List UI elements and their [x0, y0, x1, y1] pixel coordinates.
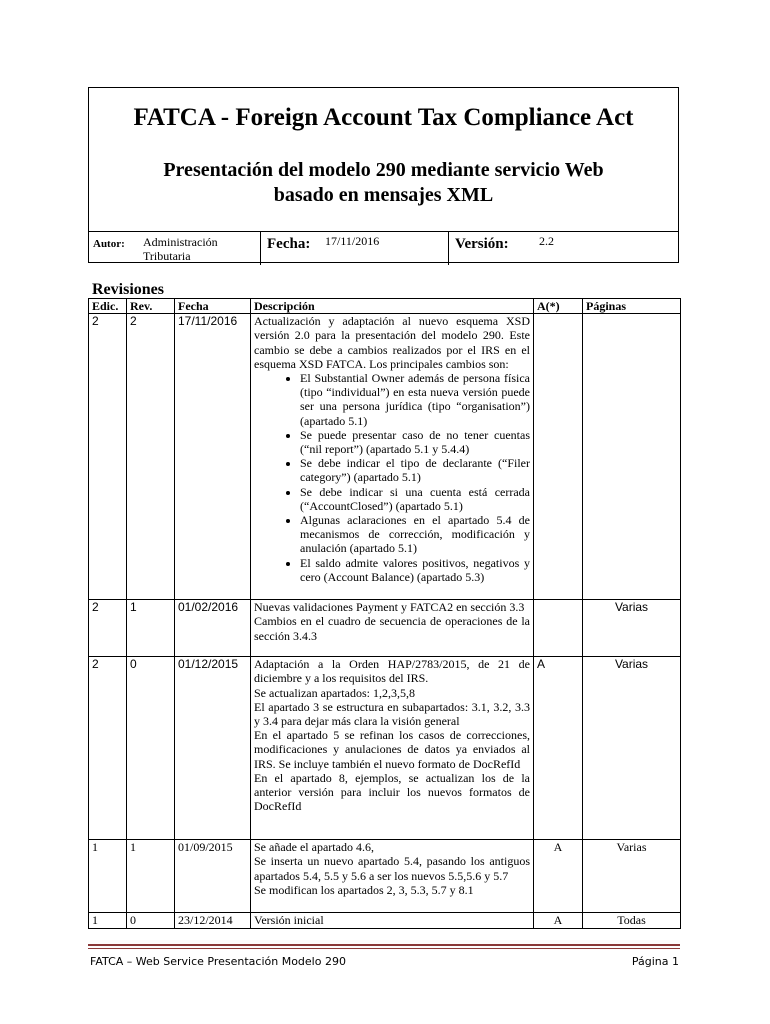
table-row [89, 314, 681, 600]
cell-rev: 0 [127, 913, 175, 929]
cell-descripcion [251, 913, 534, 929]
list-item: • El saldo admite valores positivos, negativos y cero (Account Balance) (apartado 5.3) [300, 556, 530, 584]
cell-descripcion [251, 600, 534, 657]
author-label: Autor: [93, 238, 125, 250]
date-label: Fecha: [267, 236, 311, 252]
column-header-a: A(*) [534, 299, 583, 314]
footer-divider-thin [88, 948, 680, 949]
footer-page-number: Página 1 [631, 955, 679, 968]
cell-fecha: 01/09/2015 [175, 840, 251, 913]
cell-fecha: 23/12/2014 [175, 913, 251, 929]
date-value: 17/11/2016 [325, 234, 380, 248]
description-line: Se inserta un nuevo apartado 5.4, pasando los antiguos apartados 5.4, 5.5 y 5.6 a ser los nuevos 5.5,5.6 y 5.7 [254, 854, 530, 883]
cell-descripcion [251, 314, 534, 600]
cell-a: A [534, 840, 583, 913]
list-item: • Algunas aclaraciones en el apartado 5.4 de mecanismos de corrección, modificación y anulación (apartado 5.1) [300, 513, 530, 556]
date-cell [261, 232, 449, 265]
cell-edic: 1 [89, 840, 127, 913]
cell-edic: 2 [89, 600, 127, 657]
cell-edic: 2 [89, 657, 127, 840]
description-line: En el apartado 8, ejemplos, se actualizan los de la anterior versión para incluir los nuevos formatos de DocRefId [254, 770, 530, 814]
description-line: Cambios en el cuadro de secuencia de operaciones de la sección 3.4.3 [254, 614, 530, 643]
description-line: Se actualizan apartados: 1,2,3,5,8 [254, 685, 415, 700]
description-line: Versión inicial [254, 913, 324, 928]
table-header-row [89, 299, 681, 314]
cell-fecha: 17/11/2016 [175, 314, 251, 600]
table-row [89, 840, 681, 913]
subtitle-line-2: basado en mensajes XML [273, 184, 494, 206]
document-title: FATCA - Foreign Account Tax Compliance Act [133, 104, 634, 131]
column-header-paginas: Páginas [583, 299, 681, 314]
description-line: Se modifican los apartados 2, 3, 5.3, 5.7 y 8.1 [254, 882, 474, 897]
cell-rev: 1 [127, 840, 175, 913]
description-line: Nuevas validaciones Payment y FATCA2 en sección 3.3 [254, 600, 525, 615]
cell-a [534, 314, 583, 600]
subtitle-line-1: Presentación del modelo 290 mediante servicio Web [163, 159, 604, 181]
cell-rev: 1 [127, 600, 175, 657]
cell-fecha: 01/02/2016 [175, 600, 251, 657]
description-line: El apartado 3 se estructura en subapartados: 3.1, 3.2, 3.3 y 3.4 para dejar más clara la visión general [254, 699, 530, 729]
cell-a: A [534, 657, 583, 840]
title-box [88, 87, 679, 263]
description-intro: Actualización y adaptación al nuevo esquema XSD versión 2.0 para la presentación del modelo 290. Este cambio se debe a cambios realizados por el IRS en el esquema XSD FATCA. Los principales cambios son: [254, 314, 530, 371]
cell-paginas: Varias [583, 840, 681, 913]
cell-paginas: Varias [583, 657, 681, 840]
cell-fecha: 01/12/2015 [175, 657, 251, 840]
list-item: • El Substantial Owner además de persona física (tipo “individual”) en esta nueva versión puede ser una persona jurídica (tipo “organisation”) (apartado 5.1) [300, 371, 530, 428]
list-item: • Se puede presentar caso de no tener cuentas (“nil report”) (apartado 5.1 y 5.4.4) [300, 428, 530, 456]
cell-paginas: Varias [583, 600, 681, 657]
table-row [89, 600, 681, 657]
revisions-heading: Revisiones [92, 281, 164, 298]
description-line: Se añade el apartado 4.6, [254, 840, 374, 855]
revisions-table [88, 298, 681, 929]
column-header-rev: Rev. [127, 299, 175, 314]
version-cell [449, 232, 680, 265]
version-label: Versión: [455, 236, 509, 252]
version-value: 2.2 [539, 234, 554, 248]
metadata-row [89, 231, 678, 265]
list-item: • Se debe indicar el tipo de declarante (“Filer category”) (apartado 5.1) [300, 456, 530, 484]
cell-a [534, 600, 583, 657]
column-header-edic: Edic. [89, 299, 127, 314]
cell-descripcion [251, 657, 534, 840]
list-item: • Se debe indicar si una cuenta está cerrada (“AccountClosed”) (apartado 5.1) [300, 485, 530, 513]
footer-document-name: FATCA – Web Service Presentación Modelo 290 [90, 955, 346, 968]
cell-paginas [583, 314, 681, 600]
cell-rev: 2 [127, 314, 175, 600]
author-cell [89, 232, 261, 265]
cell-rev: 0 [127, 657, 175, 840]
cell-a: A [534, 913, 583, 929]
footer-divider [88, 944, 680, 946]
column-header-fecha: Fecha [175, 299, 251, 314]
table-row [89, 657, 681, 840]
changes-list [254, 371, 530, 584]
cell-edic: 2 [89, 314, 127, 600]
table-row [89, 913, 681, 929]
description-line: Adaptación a la Orden HAP/2783/2015, de 21 de diciembre y a los requisitos del IRS. [254, 657, 530, 686]
document-subtitle [89, 158, 678, 208]
column-header-descripcion: Descripción [251, 299, 534, 314]
description-line: En el apartado 5 se refinan los casos de correcciones, modificaciones y anulaciones de datos ya enviados al IRS. Se incluye también el nuevo formato de DocRefId [254, 728, 530, 771]
author-value: Administración Tributaria [143, 235, 218, 263]
cell-descripcion [251, 840, 534, 913]
cell-edic: 1 [89, 913, 127, 929]
cell-paginas: Todas [583, 913, 681, 929]
